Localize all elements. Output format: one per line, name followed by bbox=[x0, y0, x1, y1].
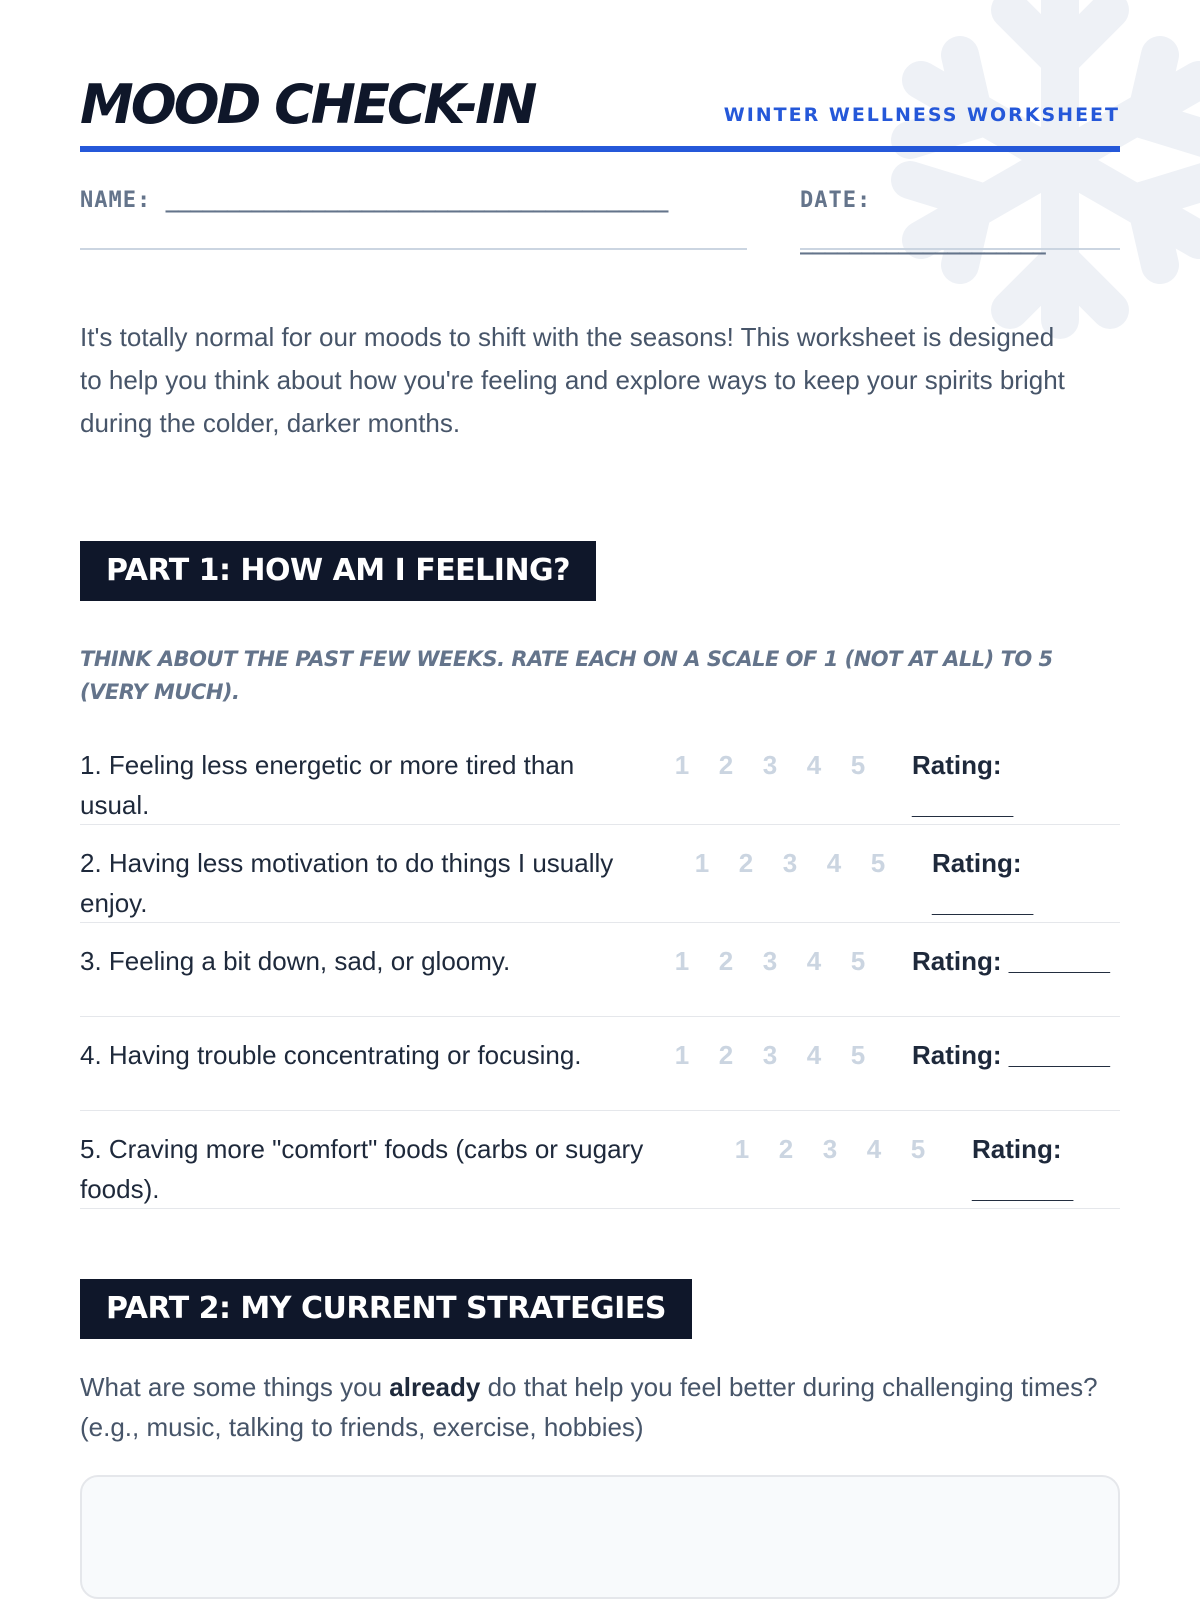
part2-prompt-emphasis: already bbox=[389, 1372, 481, 1402]
rating-question: 1. Feeling less energetic or more tired than usual. bbox=[80, 750, 575, 820]
rating-question: 4. Having trouble concentrating or focusing. bbox=[80, 1040, 582, 1070]
rating-question: 3. Feeling a bit down, sad, or gloomy. bbox=[80, 946, 511, 976]
rating-scale bbox=[660, 941, 880, 981]
rating-blank[interactable]: Rating: _______ bbox=[932, 848, 1034, 918]
intro-text: It's totally normal for our moods to shift with the seasons! This worksheet is designed to help you think about how you're feeling and explore ways to keep your spirits bright during the colder, darker months. bbox=[80, 322, 1065, 438]
name-date-fields bbox=[80, 180, 1120, 255]
scale-option-4[interactable]: 4 bbox=[826, 848, 842, 878]
page-title: MOOD CHECK-IN bbox=[80, 73, 535, 136]
scale-option-2[interactable]: 2 bbox=[718, 750, 734, 780]
scale-option-3[interactable]: 3 bbox=[762, 1040, 778, 1070]
scale-option-4[interactable]: 4 bbox=[806, 1040, 822, 1070]
rating-scale bbox=[660, 1035, 880, 1075]
date-label: DATE: bbox=[800, 188, 872, 213]
rating-row bbox=[80, 825, 1120, 923]
scale-option-2[interactable]: 2 bbox=[718, 1040, 734, 1070]
scale-option-5[interactable]: 5 bbox=[850, 1040, 866, 1070]
scale-option-3[interactable]: 3 bbox=[762, 750, 778, 780]
part2-prompt-start: What are some things you bbox=[80, 1372, 390, 1402]
strategies-answer-box[interactable] bbox=[80, 1475, 1120, 1599]
rating-scale bbox=[680, 843, 900, 883]
part1-instructions: THINK ABOUT THE PAST FEW WEEKS. RATE EACH ON A SCALE OF 1 (NOT AT ALL) TO 5 (VERY MUCH). bbox=[80, 647, 1053, 704]
rating-scale bbox=[660, 745, 880, 785]
page-subtitle: WINTER WELLNESS WORKSHEET bbox=[723, 104, 1120, 126]
rating-row bbox=[80, 923, 1120, 1017]
scale-option-4[interactable]: 4 bbox=[866, 1134, 882, 1164]
rating-blank[interactable]: Rating: _______ bbox=[912, 750, 1014, 820]
part2-prompt-end: do that help you feel better during challenging times? (e.g., music, talking to friends, exercise, hobbies) bbox=[80, 1372, 1098, 1442]
scale-option-3[interactable]: 3 bbox=[822, 1134, 838, 1164]
part2-heading: PART 2: MY CURRENT STRATEGIES bbox=[80, 1279, 692, 1339]
rating-scale bbox=[720, 1129, 940, 1169]
scale-option-3[interactable]: 3 bbox=[762, 946, 778, 976]
rating-row bbox=[80, 727, 1120, 825]
scale-option-3[interactable]: 3 bbox=[782, 848, 798, 878]
rating-row bbox=[80, 1017, 1120, 1111]
rating-blank[interactable]: Rating: _______ bbox=[972, 1134, 1074, 1204]
rating-question: 5. Craving more "comfort" foods (carbs or sugary foods). bbox=[80, 1134, 644, 1204]
scale-option-2[interactable]: 2 bbox=[778, 1134, 794, 1164]
scale-option-1[interactable]: 1 bbox=[694, 848, 710, 878]
scale-option-4[interactable]: 4 bbox=[806, 946, 822, 976]
scale-option-2[interactable]: 2 bbox=[738, 848, 754, 878]
date-blank: ____________________ bbox=[800, 229, 1045, 255]
scale-option-1[interactable]: 1 bbox=[674, 946, 690, 976]
part1-heading: PART 1: HOW AM I FEELING? bbox=[80, 541, 596, 601]
rating-list bbox=[80, 727, 1120, 1209]
part2-prompt bbox=[80, 1367, 1110, 1447]
name-label: NAME: bbox=[80, 188, 152, 213]
name-field[interactable] bbox=[80, 180, 747, 250]
rating-blank[interactable]: Rating: _______ bbox=[912, 1040, 1110, 1070]
name-blank: _________________________________________ bbox=[165, 188, 668, 213]
scale-option-4[interactable]: 4 bbox=[806, 750, 822, 780]
scale-option-5[interactable]: 5 bbox=[870, 848, 886, 878]
scale-option-1[interactable]: 1 bbox=[674, 1040, 690, 1070]
rating-row bbox=[80, 1111, 1120, 1209]
scale-option-5[interactable]: 5 bbox=[910, 1134, 926, 1164]
date-field[interactable] bbox=[800, 180, 1120, 255]
scale-option-5[interactable]: 5 bbox=[850, 946, 866, 976]
rating-blank[interactable]: Rating: _______ bbox=[912, 946, 1110, 976]
scale-option-1[interactable]: 1 bbox=[734, 1134, 750, 1164]
scale-option-5[interactable]: 5 bbox=[850, 750, 866, 780]
rating-question: 2. Having less motivation to do things I usually enjoy. bbox=[80, 848, 614, 918]
scale-option-1[interactable]: 1 bbox=[674, 750, 690, 780]
worksheet-page bbox=[80, 0, 1120, 1599]
worksheet-header bbox=[80, 73, 1120, 152]
scale-option-2[interactable]: 2 bbox=[718, 946, 734, 976]
